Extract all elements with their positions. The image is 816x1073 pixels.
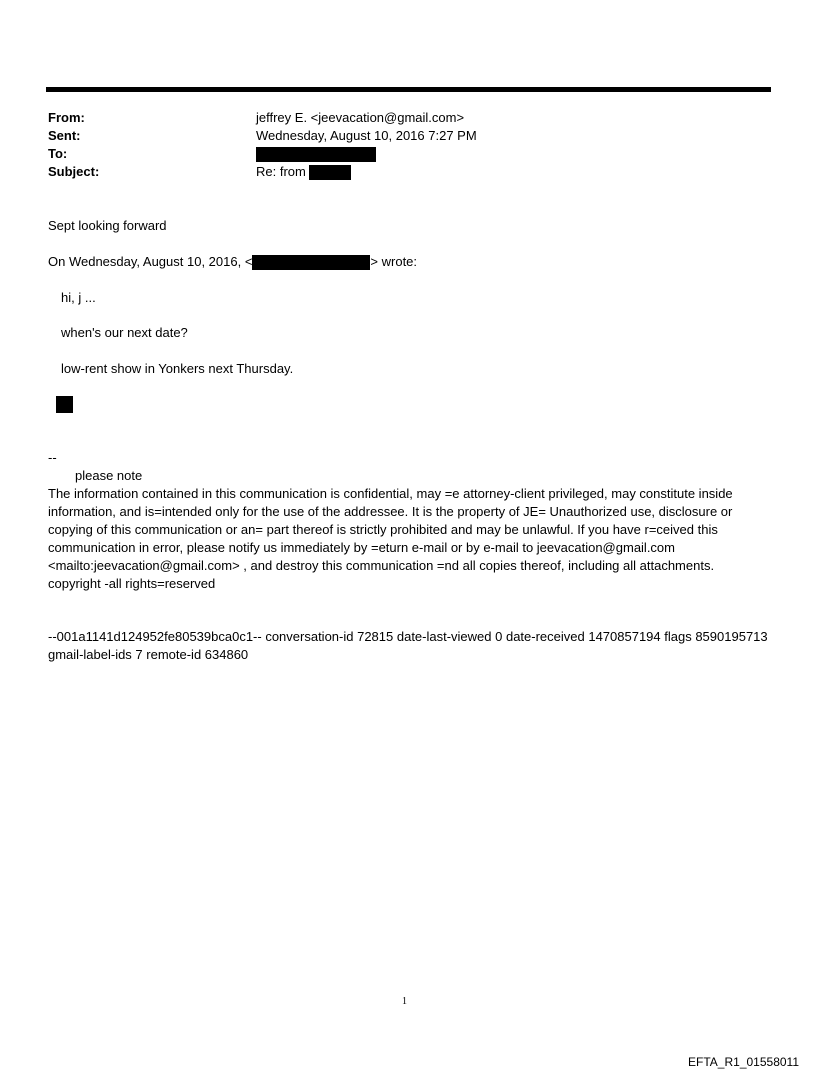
sent-label: Sent:	[48, 128, 81, 143]
redaction-block	[256, 147, 376, 162]
message-metadata: --001a1141d124952fe80539bca0c1-- conversation-id 72815 date-last-viewed 0 date-received 1470857194 flags 8590195713 gmail-label-ids 7 remote-id 634860	[48, 629, 768, 662]
quoted-line: when's our next date?	[61, 325, 188, 340]
quote-intro	[48, 253, 417, 271]
quote-intro-suffix: > wrote:	[370, 254, 418, 269]
redaction-block	[309, 165, 351, 180]
sent-value: Wednesday, August 10, 2016 7:27 PM	[256, 128, 477, 143]
page-number: 1	[402, 996, 407, 1007]
from-value: jeffrey E. <jeevacation@gmail.com>	[256, 110, 465, 125]
to-label: To:	[48, 146, 68, 161]
redaction-block	[56, 396, 73, 413]
quoted-line: low-rent show in Yonkers next Thursday.	[61, 361, 294, 376]
subject-label: Subject:	[48, 164, 100, 179]
document-id: EFTA_R1_01558011	[688, 1055, 799, 1069]
redaction-block	[252, 255, 370, 270]
from-label: From:	[48, 110, 85, 125]
to-value	[256, 145, 376, 163]
quote-intro-prefix: On Wednesday, August 10, 2016, <	[48, 254, 253, 269]
subject-text: Re: from	[256, 164, 306, 179]
signature-separator: --	[48, 450, 57, 465]
subject-value	[256, 163, 351, 181]
quoted-line: hi, j ...	[61, 290, 96, 305]
reply-text: Sept looking forward	[48, 218, 167, 233]
header-rule	[46, 87, 771, 92]
note-heading: please note	[75, 468, 143, 483]
disclaimer-text: The information contained in this communication is confidential, may =e attorney-client privileged, may constitute inside information, and is=intended only for the use of the addressee. It is the property of JE= Unauthorized use, disclosure or copying of this communication or an= part thereof is strictly prohibited and may be unlawful. If you have r=ceived this communication in error, please notify us immediately by =eturn e-mail or by e-mail to jeevacation@gmail.com <mailto:jeevacation@gmail.com> , and destroy this communication =nd all copies thereof, including all attachments. copyright -all rights=reserved	[48, 486, 733, 591]
